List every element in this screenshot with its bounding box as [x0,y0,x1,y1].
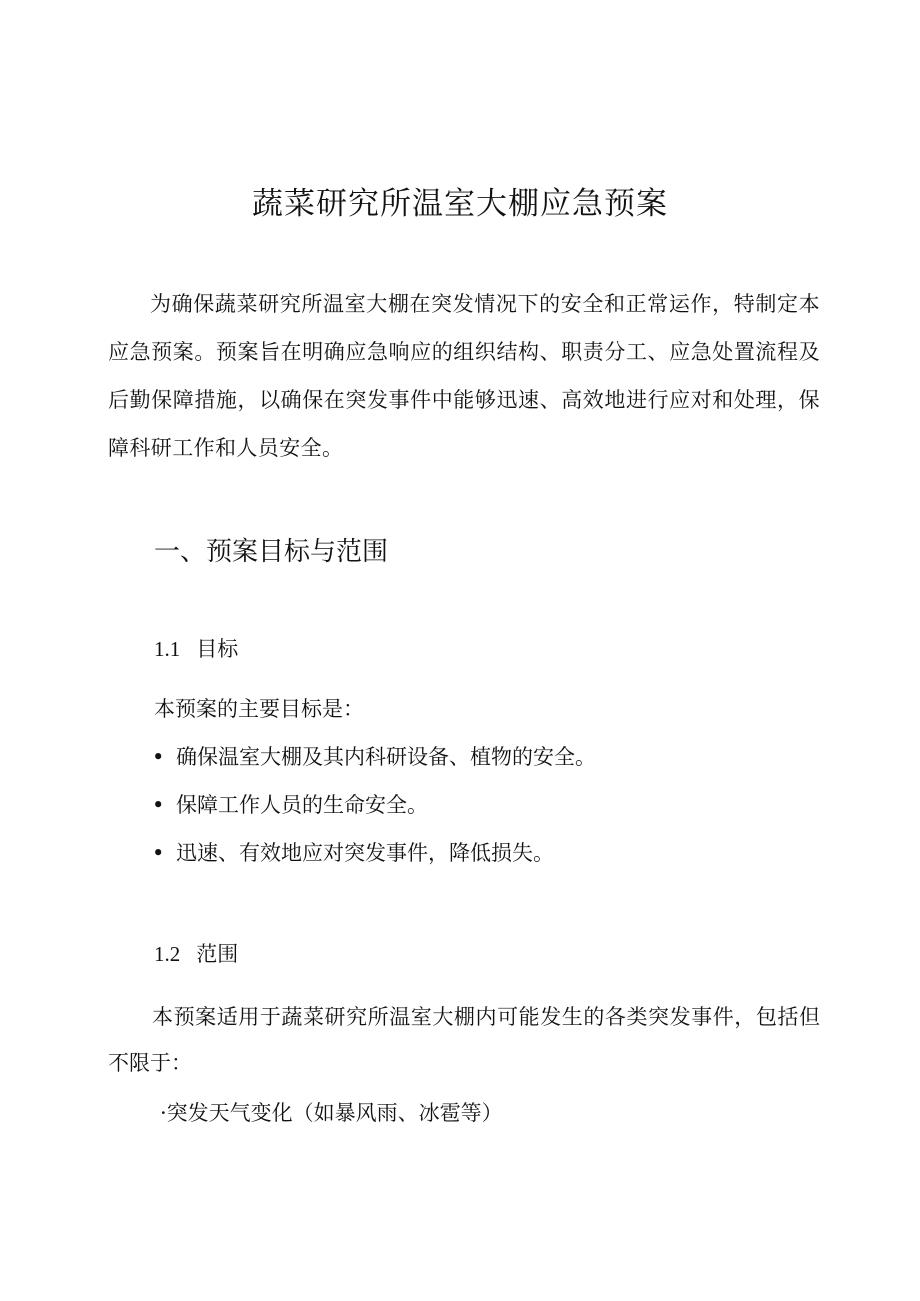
scope-paragraph: 本预案适用于蔬菜研究所温室大棚内可能发生的各类突发事件，包括但不限于： [108,1005,820,1075]
subsection-number: 1.2 [154,942,181,966]
subsection-heading-scope [154,934,238,974]
list-item [152,833,554,873]
subsection-heading-goals [154,629,238,669]
subsection-label: 目标 [196,637,239,661]
document-title: 蔬菜研究所温室大棚应急预案 [252,186,668,222]
list-item-text: 确保温室大棚及其内科研设备、植物的安全。 [176,745,596,769]
bullet-icon: • [152,745,165,769]
section-heading: 一、预案目标与范围 [154,537,389,567]
bullet-icon: • [152,793,165,817]
subsection-number: 1.1 [154,637,181,661]
bullet-icon: • [152,841,165,865]
list-item [152,785,428,825]
list-item [152,737,596,777]
intro-paragraph: 为确保蔬菜研究所温室大棚在突发情况下的安全和正常运作，特制定本应急预案。预案旨在明确应急响应的组织结构、职责分工、应急处置流程及后勤保障措施，以确保在突发事件中能够迅速、高效地进行应对和处理，保障科研工作和人员安全。 [108,292,820,460]
subsection-label: 范围 [196,942,239,966]
goals-lead-text: 本预案的主要目标是： [154,697,364,721]
list-item-text: 保障工作人员的生命安全。 [176,793,428,817]
list-item-text: 迅速、有效地应对突发事件，降低损失。 [176,841,554,865]
list-item: ·突发天气变化（如暴风雨、冰雹等） [160,1101,503,1125]
